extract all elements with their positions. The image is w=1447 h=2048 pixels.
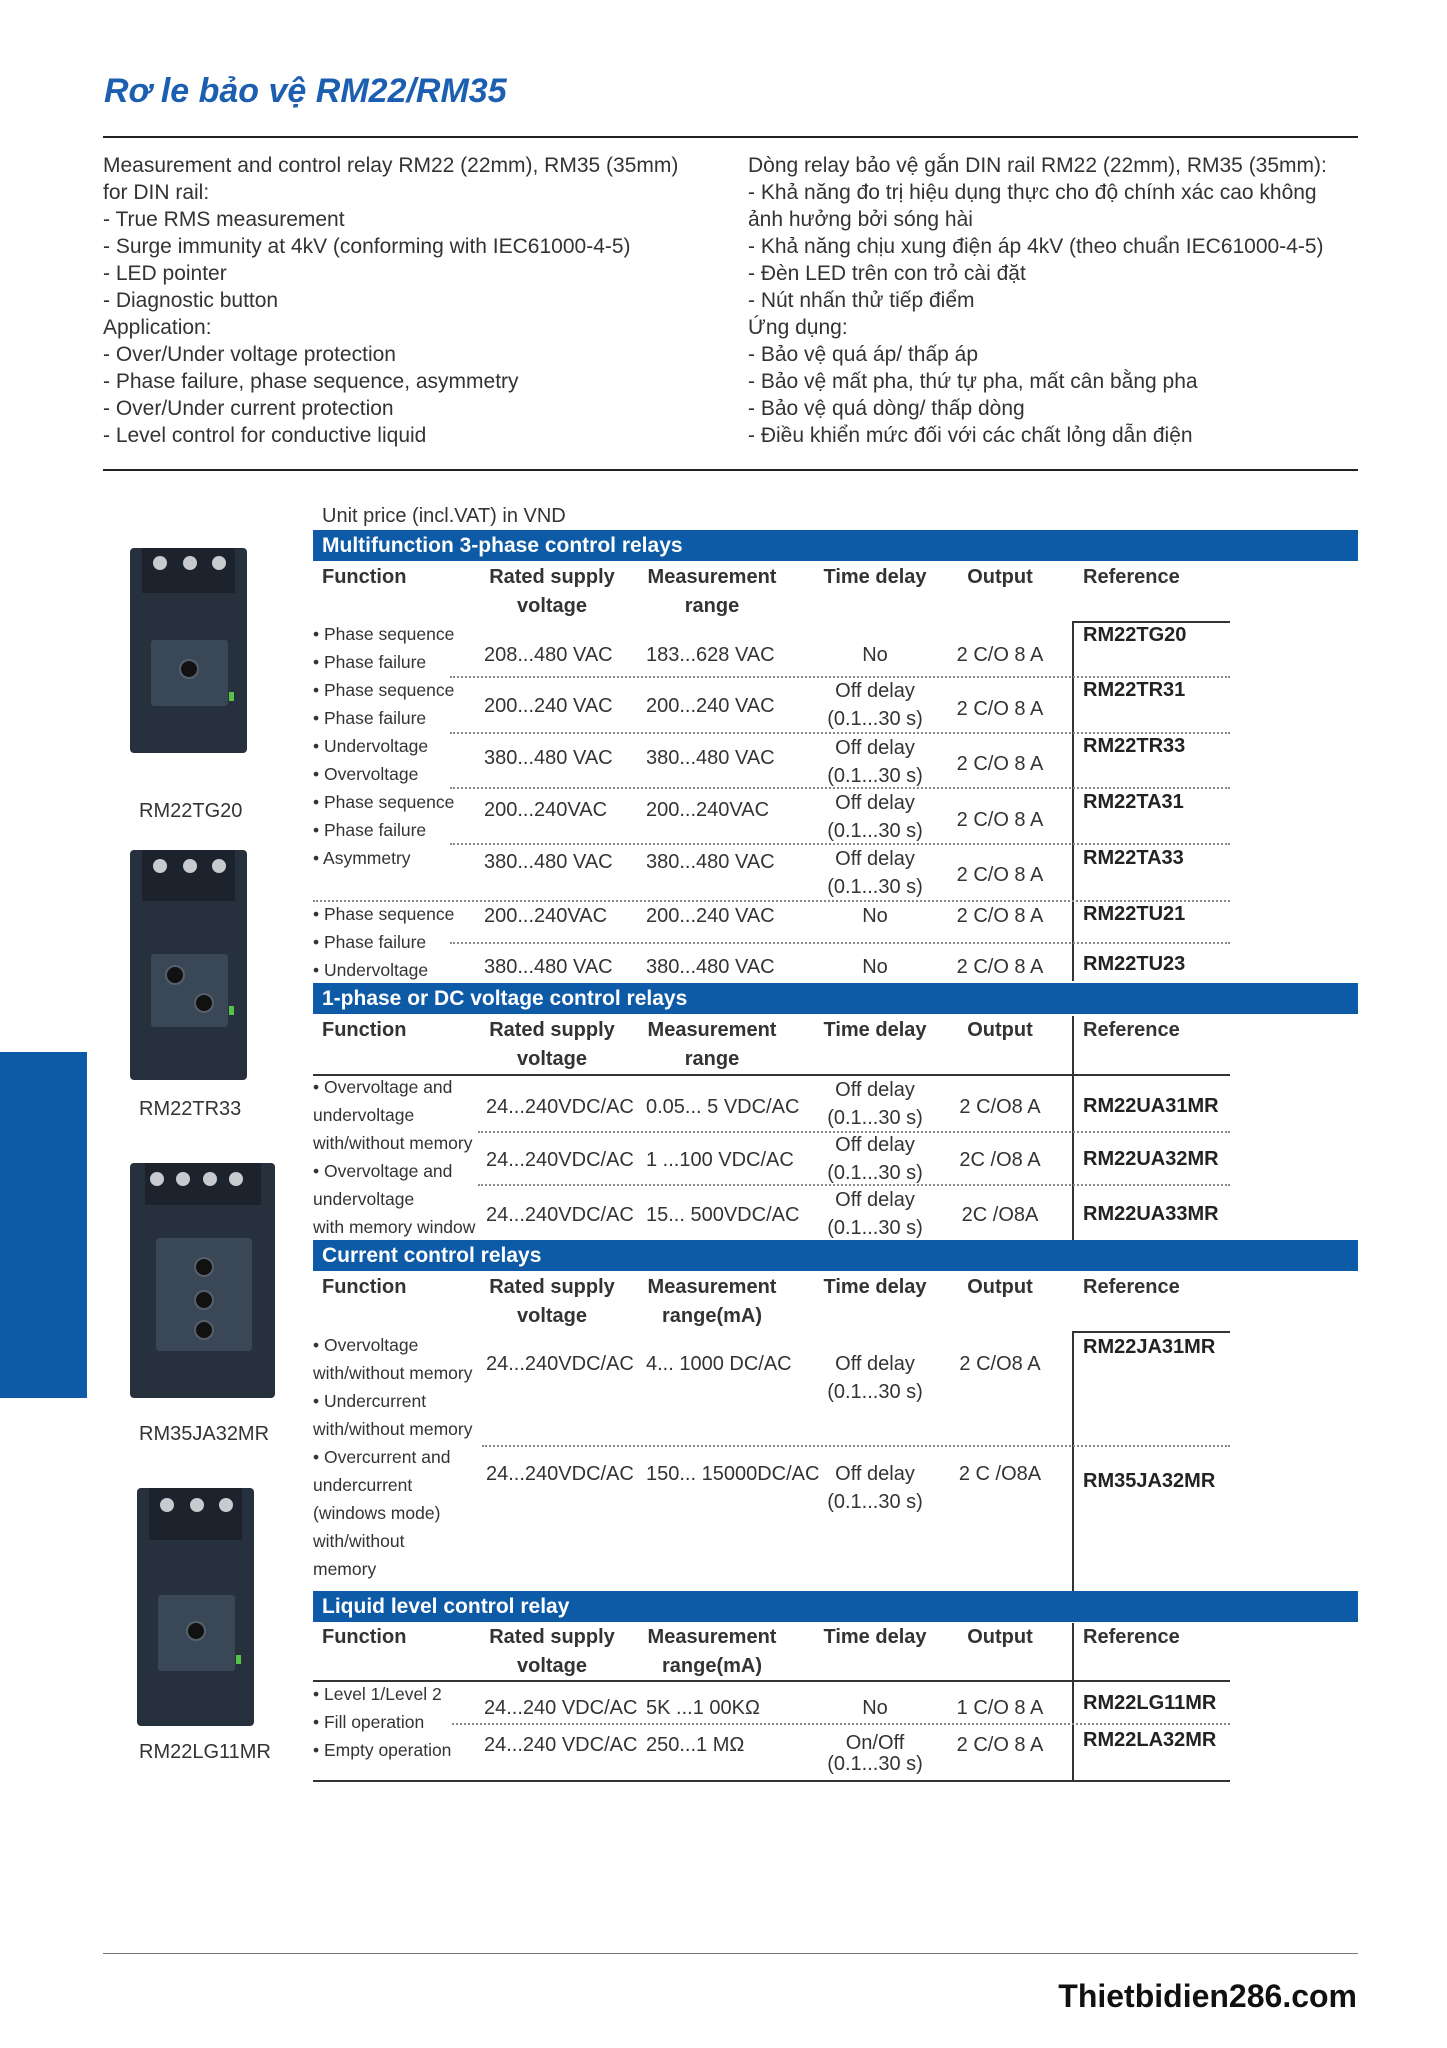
table-cell: 1 ...100 VDC/AC xyxy=(646,1149,794,1171)
table-cell: Off delay (0.1...30 s) xyxy=(827,1079,923,1129)
header-rule xyxy=(313,1680,1230,1682)
function-text: undercurrent xyxy=(313,1475,413,1495)
table-cell: No xyxy=(862,905,888,927)
table-cell: 200...240VAC xyxy=(646,799,770,821)
table-cell: 2C /O8A xyxy=(961,1204,1039,1226)
table-cell: 24...240VDC/AC xyxy=(486,1149,634,1171)
intro-line: - Khả năng chịu xung điện áp 4kV (theo chuẩn IEC61000-4-5) xyxy=(748,235,1324,258)
intro-vietnamese xyxy=(748,152,1327,449)
table-cell: 2 C /O8A xyxy=(958,1463,1042,1485)
section-title: Multifunction 3-phase control relays xyxy=(313,530,1358,561)
col-header-output: Output xyxy=(967,1276,1033,1298)
table-cell: 24...240VDC/AC xyxy=(486,1204,634,1226)
col-header-output: Output xyxy=(967,1019,1033,1041)
table-cell: Off delay (0.1...30 s) xyxy=(827,1353,923,1403)
function-text: • Phase failure xyxy=(313,820,427,840)
table-cell: 24...240 VDC/AC xyxy=(484,1734,638,1756)
intro-line: - Bảo vệ mất pha, thứ tự pha, mất cân bằng pha xyxy=(748,370,1198,393)
table-cell: 1 C/O 8 A xyxy=(956,1697,1044,1719)
header-rule xyxy=(1074,621,1230,623)
table-cell: 150... 15000DC/AC xyxy=(646,1463,820,1485)
intro-line: - Bảo vệ quá áp/ thấp áp xyxy=(748,343,979,366)
table-cell: 2C /O8 A xyxy=(959,1149,1041,1171)
table-cell: 5K ...1 00KΩ xyxy=(646,1697,760,1719)
footer-rule xyxy=(103,1953,1358,1954)
photo-caption: RM35JA32MR xyxy=(139,1423,270,1445)
function-text: • Undervoltage xyxy=(313,960,429,980)
table-cell: 2 C/O8 A xyxy=(959,1096,1041,1118)
title-rule xyxy=(103,136,1358,138)
function-text: • Phase sequence xyxy=(313,792,455,812)
table-cell: 4... 1000 DC/AC xyxy=(646,1353,792,1375)
row-separator xyxy=(450,942,1230,944)
table-cell: 2 C/O 8 A xyxy=(956,644,1044,666)
function-text: memory xyxy=(313,1559,377,1579)
reference-code: RM22TA33 xyxy=(1083,847,1184,869)
table-cell: 2 C/O8 A xyxy=(959,1353,1041,1375)
col-header-measurement: Measurement range xyxy=(647,1019,777,1070)
product-photo-rm22tg20 xyxy=(130,548,247,753)
intro-rule xyxy=(103,469,1358,471)
table-cell: 380...480 VAC xyxy=(646,747,775,769)
table-cell: 24...240VDC/AC xyxy=(486,1463,634,1485)
col-header-function: Function xyxy=(322,1019,407,1041)
reference-divider xyxy=(1072,621,1074,981)
col-header-reference: Reference xyxy=(1083,1276,1180,1298)
photo-caption: RM22LG11MR xyxy=(139,1741,271,1763)
reference-code: RM22TA31 xyxy=(1083,791,1184,813)
reference-code: RM22LA32MR xyxy=(1083,1729,1217,1751)
table-cell: Off delay (0.1...30 s) xyxy=(827,1134,923,1184)
table-cell: 2 C/O 8 A xyxy=(956,809,1044,831)
col-header-measurement: Measurement range(mA) xyxy=(647,1626,777,1677)
row-separator xyxy=(482,1445,1230,1447)
table-cell: 24...240 VDC/AC xyxy=(484,1697,638,1719)
reference-code: RM35JA32MR xyxy=(1083,1470,1216,1492)
intro-line: - True RMS measurement xyxy=(103,208,345,231)
table-cell: 15... 500VDC/AC xyxy=(646,1204,800,1226)
col-header-rated: Rated supply voltage xyxy=(489,1019,615,1070)
row-separator xyxy=(313,900,1230,902)
photo-caption: RM22TG20 xyxy=(139,800,243,822)
function-text: • Undercurrent xyxy=(313,1391,427,1411)
function-text: • Overvoltage and xyxy=(313,1161,453,1181)
table-cell: 200...240 VAC xyxy=(646,905,775,927)
row-separator xyxy=(452,1723,1230,1725)
table-cell: Off delay (0.1...30 s) xyxy=(827,1189,923,1239)
reference-code: RM22TG20 xyxy=(1083,624,1187,646)
table-cell: On/Off (0.1...30 s) xyxy=(827,1732,923,1775)
function-text: • Fill operation xyxy=(313,1712,425,1732)
function-text: • Empty operation xyxy=(313,1740,452,1760)
table-cell: Off delay (0.1...30 s) xyxy=(827,848,923,898)
intro-line: Dòng relay bảo vệ gắn DIN rail RM22 (22mm), RM35 (35mm): xyxy=(748,154,1327,177)
reference-divider xyxy=(1072,1623,1074,1781)
table-bottom-rule xyxy=(313,1780,1230,1782)
function-text: with/without memory xyxy=(313,1363,473,1383)
reference-code: RM22JA31MR xyxy=(1083,1336,1216,1358)
function-text: • Overvoltage xyxy=(313,1335,419,1355)
table-cell: No xyxy=(862,644,888,666)
function-text: with/without xyxy=(313,1531,405,1551)
intro-line: - Khả năng đo trị hiệu dụng thực cho độ chính xác cao không xyxy=(748,181,1317,204)
reference-code: RM22TU21 xyxy=(1083,903,1186,925)
table-cell: 380...480 VAC xyxy=(484,956,613,978)
col-header-output: Output xyxy=(967,566,1033,588)
col-header-reference: Reference xyxy=(1083,1019,1180,1041)
function-text: • Overvoltage and xyxy=(313,1077,453,1097)
col-header-time-delay: Time delay xyxy=(823,1276,927,1298)
col-header-time-delay: Time delay xyxy=(823,1019,927,1041)
section-title: Liquid level control relay xyxy=(313,1591,1358,1622)
table-cell: 200...240 VAC xyxy=(484,695,613,717)
col-header-output: Output xyxy=(967,1626,1033,1648)
intro-line: - Điều khiển mức đối với các chất lỏng dẫn điện xyxy=(748,424,1193,447)
function-text: • Phase failure xyxy=(313,932,427,952)
function-text: with memory window xyxy=(313,1217,476,1237)
function-text: • Overvoltage xyxy=(313,764,419,784)
intro-line: - Over/Under current protection xyxy=(103,397,394,420)
function-text: with/without memory xyxy=(313,1419,473,1439)
intro-line: - Over/Under voltage protection xyxy=(103,343,396,366)
intro-line: - Diagnostic button xyxy=(103,289,279,312)
intro-line: ảnh hưởng bởi sóng hài xyxy=(748,208,973,231)
product-photo-rm22lg11mr xyxy=(137,1488,254,1726)
col-header-reference: Reference xyxy=(1083,566,1180,588)
table-cell: 250...1 MΩ xyxy=(646,1734,745,1756)
table-cell: Off delay (0.1...30 s) xyxy=(827,792,923,842)
header-rule xyxy=(1074,1331,1230,1333)
table-cell: 380...480 VAC xyxy=(646,956,775,978)
table-cell: 2 C/O 8 A xyxy=(956,956,1044,978)
col-header-measurement: Measurement range(mA) xyxy=(647,1276,777,1327)
reference-code: RM22LG11MR xyxy=(1083,1692,1217,1714)
reference-code: RM22TR31 xyxy=(1083,679,1186,701)
side-tab xyxy=(0,1052,87,1398)
intro-line: Application: xyxy=(103,316,212,339)
intro-line: - LED pointer xyxy=(103,262,227,285)
table-cell: 200...240VAC xyxy=(484,799,608,821)
col-header-function: Function xyxy=(322,1276,407,1298)
photo-caption: RM22TR33 xyxy=(139,1098,242,1120)
function-text: • Phase failure xyxy=(313,652,427,672)
col-header-rated: Rated supply voltage xyxy=(489,1626,615,1677)
function-text: undervoltage xyxy=(313,1189,415,1209)
table-cell: Off delay (0.1...30 s) xyxy=(827,680,923,730)
function-text: undervoltage xyxy=(313,1105,415,1125)
intro-line: for DIN rail: xyxy=(103,181,210,204)
intro-line: Ứng dụng: xyxy=(748,316,848,339)
function-text: (windows mode) xyxy=(313,1503,441,1523)
function-text: • Level 1/Level 2 xyxy=(313,1684,442,1704)
col-header-time-delay: Time delay xyxy=(823,566,927,588)
intro-line: - Nút nhấn thử tiếp điểm xyxy=(748,289,975,312)
function-text: • Asymmetry xyxy=(313,848,411,868)
table-cell: 24...240VDC/AC xyxy=(486,1096,634,1118)
intro-line: - Level control for conductive liquid xyxy=(103,424,427,447)
table-cell: 2 C/O 8 A xyxy=(956,1734,1044,1756)
reference-code: RM22UA33MR xyxy=(1083,1203,1219,1225)
table-cell: 200...240 VAC xyxy=(646,695,775,717)
col-header-reference: Reference xyxy=(1083,1626,1180,1648)
reference-code: RM22TR33 xyxy=(1083,735,1186,757)
col-header-rated: Rated supply voltage xyxy=(489,566,615,617)
intro-line: - Surge immunity at 4kV (conforming with IEC61000-4-5) xyxy=(103,235,631,258)
function-text: • Phase sequence xyxy=(313,904,455,924)
table-cell: 183...628 VAC xyxy=(646,644,775,666)
col-header-function: Function xyxy=(322,1626,407,1648)
table-cell: 380...480 VAC xyxy=(484,747,613,769)
intro-line: - Phase failure, phase sequence, asymmetry xyxy=(103,370,519,393)
table-cell: 24...240VDC/AC xyxy=(486,1353,634,1375)
table-cell: 0.05... 5 VDC/AC xyxy=(646,1096,800,1118)
section-title: Current control relays xyxy=(313,1240,1358,1271)
table-cell: 2 C/O 8 A xyxy=(956,753,1044,775)
table-cell: No xyxy=(862,1697,888,1719)
table-cell: No xyxy=(862,956,888,978)
page-title: Rơ le bảo vệ RM22/RM35 xyxy=(104,72,507,110)
intro-line: Measurement and control relay RM22 (22mm), RM35 (35mm) xyxy=(103,154,679,177)
function-text: • Undervoltage xyxy=(313,736,429,756)
table-cell: 380...480 VAC xyxy=(646,851,775,873)
col-header-rated: Rated supply voltage xyxy=(489,1276,615,1327)
col-header-function: Function xyxy=(322,566,407,588)
reference-code: RM22TU23 xyxy=(1083,953,1186,975)
product-photo-rm35ja32mr xyxy=(130,1163,275,1398)
table-cell: 2 C/O 8 A xyxy=(956,905,1044,927)
col-header-time-delay: Time delay xyxy=(823,1626,927,1648)
footer-brand: Thietbidien286.com xyxy=(1058,1978,1357,2014)
function-text: • Phase sequence xyxy=(313,680,455,700)
table-cell: Off delay (0.1...30 s) xyxy=(827,737,923,787)
function-text: • Phase failure xyxy=(313,708,427,728)
intro-line: - Bảo vệ quá dòng/ thấp dòng xyxy=(748,397,1025,420)
table-cell: 208...480 VAC xyxy=(484,644,613,666)
reference-divider xyxy=(1072,1016,1074,1240)
col-header-measurement: Measurement range xyxy=(647,566,777,617)
table-cell: 2 C/O 8 A xyxy=(956,698,1044,720)
product-photo-rm22tr33 xyxy=(130,850,247,1080)
table-cell: 2 C/O 8 A xyxy=(956,864,1044,886)
intro-english xyxy=(103,152,678,449)
reference-divider xyxy=(1072,1331,1074,1591)
function-text: • Overcurrent and xyxy=(313,1447,451,1467)
reference-code: RM22UA32MR xyxy=(1083,1148,1219,1170)
intro-line: - Đèn LED trên con trỏ cài đặt xyxy=(748,262,1026,285)
function-text: with/without memory xyxy=(313,1133,473,1153)
table-cell: 380...480 VAC xyxy=(484,851,613,873)
unit-price-note: Unit price (incl.VAT) in VND xyxy=(322,505,566,527)
function-text: • Phase sequence xyxy=(313,624,455,644)
table-cell: Off delay (0.1...30 s) xyxy=(827,1463,923,1513)
reference-code: RM22UA31MR xyxy=(1083,1095,1219,1117)
table-cell: 200...240VAC xyxy=(484,905,608,927)
section-title: 1-phase or DC voltage control relays xyxy=(313,983,1358,1014)
